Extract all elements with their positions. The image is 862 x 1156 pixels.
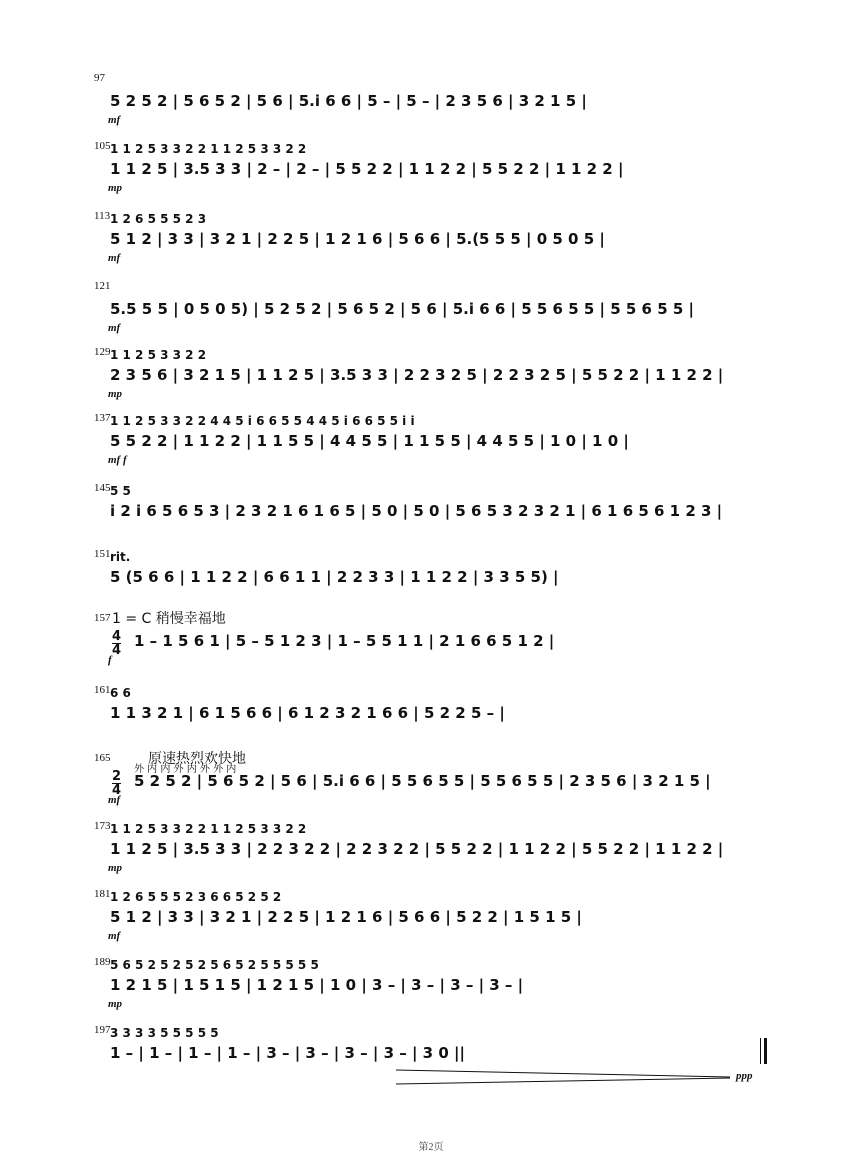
measure-number: 197: [94, 1024, 111, 1036]
time-signature-top: 4: [112, 629, 122, 644]
beam-line: [110, 928, 760, 929]
notation-line: 1 1 2 5 | 3.5 3 3 | 2 – | 2 – | 5 5 2 2 | 1 1 2 2 | 5 5 2 2 | 1 1 2 2 |: [110, 160, 624, 178]
dynamic-marking: mp: [108, 182, 123, 194]
notation-line: 5.5 5 5 | 0 5 0 5) | 5 2 5 2 | 5 6 5 2 | 5 6 | 5.i 6 6 | 5 5 6 5 5 | 5 5 6 5 5 |: [110, 300, 694, 318]
bowing-marks: 外 内 内 外 内 外 外 内: [134, 764, 237, 775]
dynamic-marking: ppp: [736, 1070, 753, 1082]
notation-line: 1 1 3 2 1 | 6 1 5 6 6 | 6 1 2 3 2 1 6 6 | 5 2 2 5 – |: [110, 704, 505, 722]
time-signature: [112, 770, 121, 797]
beam-line: [110, 386, 760, 387]
upper-voice: 1 1 2 5 3 3 2 2 1 1 2 5 3 3 2 2: [110, 142, 307, 156]
measure-number: 129: [94, 346, 111, 358]
dynamic-marking: mp: [108, 998, 123, 1010]
upper-voice: 1 1 2 5 3 3 2 2 1 1 2 5 3 3 2 2: [110, 822, 307, 836]
upper-voice: 5 6 5 2 5 2 5 2 5 6 5 2 5 5 5 5 5: [110, 958, 319, 972]
measure-number: 173: [94, 820, 111, 832]
notation-line: 5 (5 6 6 | 1 1 2 2 | 6 6 1 1 | 2 2 3 3 | 1 1 2 2 | 3 3 5 5) |: [110, 568, 559, 586]
dynamic-marking: mp: [108, 862, 123, 874]
measure-number: 145: [94, 482, 111, 494]
notation-line: 1 1 2 5 | 3.5 3 3 | 2 2 3 2 2 | 2 2 3 2 2 | 5 5 2 2 | 1 1 2 2 | 5 5 2 2 | 1 1 2 2 |: [110, 840, 724, 858]
page-footer: 第2页: [418, 1142, 444, 1153]
diminuendo-hairpin: [396, 1068, 736, 1088]
beam-line: [134, 792, 760, 793]
upper-voice: 1 2 6 5 5 5 2 3: [110, 212, 207, 226]
beam-line: [110, 996, 760, 997]
time-signature-top: 2: [112, 769, 122, 784]
beam-line: [110, 180, 760, 181]
notation-line: 5 1 2 | 3 3 | 3 2 1 | 2 2 5 | 1 2 1 6 | 5 6 6 | 5 2 2 | 1 5 1 5 |: [110, 908, 582, 926]
dynamic-marking: mf f: [108, 454, 127, 466]
time-signature: [112, 630, 121, 657]
beam-line: [110, 452, 760, 453]
upper-voice: rit.: [110, 550, 131, 564]
beam-line: [110, 320, 760, 321]
notation-line: 1 – | 1 – | 1 – | 1 – | 3 – | 3 – | 3 – | 3 – | 3 0 ||: [110, 1044, 465, 1062]
upper-voice: 原速热烈欢快地: [148, 751, 246, 767]
upper-voice: 1 1 2 5 3 3 2 2: [110, 348, 207, 362]
upper-voice: 5 5: [110, 484, 131, 498]
dynamic-marking: mf: [108, 794, 121, 806]
notation-line: 5 2 5 2 | 5 6 5 2 | 5 6 | 5.i 6 6 | 5 – | 5 – | 2 3 5 6 | 3 2 1 5 |: [110, 92, 587, 110]
upper-voice: 1 2 6 5 5 5 2 3 6 6 5 2 5 2: [110, 890, 282, 904]
measure-number: 121: [94, 280, 111, 292]
measure-number: 157: [94, 612, 111, 624]
beam-line: [110, 860, 760, 861]
beam-line: [110, 112, 760, 113]
dynamic-marking: mp: [108, 388, 123, 400]
final-barline-thick: [764, 1038, 767, 1064]
measure-number: 113: [94, 210, 111, 222]
notation-line: 1 2 1 5 | 1 5 1 5 | 1 2 1 5 | 1 0 | 3 – | 3 – | 3 – | 3 – |: [110, 976, 524, 994]
measure-number: 161: [94, 684, 111, 696]
notation-line: 5 5 2 2 | 1 1 2 2 | 1 1 5 5 | 4 4 5 5 | 1 1 5 5 | 4 4 5 5 | 1 0 | 1 0 |: [110, 432, 629, 450]
beam-line: [110, 588, 760, 589]
dynamic-marking: mf: [108, 252, 121, 264]
measure-number: 151: [94, 548, 111, 560]
upper-voice: 1 = C 稍慢幸福地: [112, 611, 226, 627]
beam-line: [110, 1064, 760, 1065]
notation-line: 1 – 1 5 6 1 | 5 – 5 1 2 3 | 1 – 5 5 1 1 | 2 1 6 6 5 1 2 |: [134, 632, 555, 650]
notation-line: 5 1 2 | 3 3 | 3 2 1 | 2 2 5 | 1 2 1 6 | 5 6 6 | 5.(5 5 5 | 0 5 0 5 |: [110, 230, 605, 248]
time-signature-bottom: 4: [112, 643, 122, 658]
measure-number: 137: [94, 412, 111, 424]
final-barline-thin: [760, 1038, 761, 1064]
beam-line: [110, 522, 760, 523]
dynamic-marking: mf: [108, 114, 121, 126]
measure-number: 189: [94, 956, 111, 968]
notation-line: 5 2 5 2 | 5 6 5 2 | 5 6 | 5.i 6 6 | 5 5 6 5 5 | 5 5 6 5 5 | 2 3 5 6 | 3 2 1 5 |: [134, 772, 711, 790]
measure-number: 181: [94, 888, 111, 900]
notation-line: i 2 i 6 5 6 5 3 | 2 3 2 1 6 1 6 5 | 5 0 | 5 0 | 5 6 5 3 2 3 2 1 | 6 1 6 5 6 1 2 3 |: [110, 502, 723, 520]
beam-line: [110, 724, 760, 725]
beam-line: [110, 250, 760, 251]
dynamic-marking: f: [108, 654, 112, 666]
measure-number: 165: [94, 752, 111, 764]
measure-number: 105: [94, 140, 111, 152]
upper-voice: 1 1 2 5 3 3 2 2 4 4 5 i 6 6 5 5 4 4 5 i 6 6 5 5 i i: [110, 414, 415, 428]
notation-line: 2 3 5 6 | 3 2 1 5 | 1 1 2 5 | 3.5 3 3 | 2 2 3 2 5 | 2 2 3 2 5 | 5 5 2 2 | 1 1 2 2 |: [110, 366, 724, 384]
upper-voice: 3 3 3 3 5 5 5 5 5: [110, 1026, 219, 1040]
time-signature-bottom: 4: [112, 783, 122, 798]
beam-line: [134, 652, 760, 653]
dynamic-marking: mf: [108, 322, 121, 334]
measure-number: 97: [94, 72, 105, 84]
dynamic-marking: mf: [108, 930, 121, 942]
upper-voice: 6 6: [110, 686, 131, 700]
